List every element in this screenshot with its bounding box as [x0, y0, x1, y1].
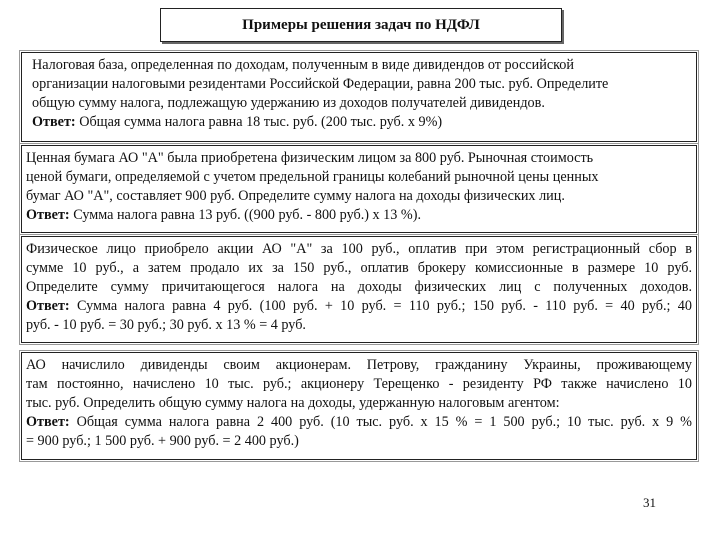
- answer-text: Общая сумма налога равна 18 тыс. руб. (200 тыс. руб. x 9%): [75, 114, 443, 130]
- task-text: ценой бумаги, определяемой с учетом предельной границы колебаний рыночной цены ценных: [26, 169, 599, 185]
- answer-label: Ответ:: [26, 414, 70, 430]
- answer-text: Сумма налога равна 13 руб. ((900 руб. - 800 руб.) x 13 %).: [69, 207, 421, 223]
- task-box-1: [21, 52, 697, 142]
- task-box-4: [21, 352, 697, 460]
- answer-text: = 900 руб.; 1 500 руб. + 900 руб. = 2 400 руб.): [26, 433, 299, 449]
- answer-text: Сумма налога равна 4 руб. (100 руб. + 10 руб. = 110 руб.; 150 руб. - 110 руб. = 40 руб.; 40: [69, 298, 692, 314]
- task-text: Определите сумму причитающегося налога на доходы физических лиц с полученных доходов.: [26, 279, 692, 295]
- answer-text: Общая сумма налога равна 2 400 руб. (10 тыс. руб. x 15 % = 1 500 руб.; 10 тыс. руб. x 9 %: [69, 414, 692, 430]
- task-text: сумме 10 руб., а затем продало их за 150 руб., оплатив брокеру комиссионные в размере 10 руб.: [26, 260, 692, 276]
- answer-text: руб. - 10 руб. = 30 руб.; 30 руб. x 13 % = 4 руб.: [26, 317, 306, 333]
- task-text: общую сумму налога, подлежащую удержанию из доходов получателей дивидендов.: [32, 95, 545, 111]
- task-text: Ценная бумага АО "А" была приобретена физическим лицом за 800 руб. Рыночная стоимость: [26, 150, 594, 166]
- task-text: там постоянно, начислено 10 тыс. руб.; акционеру Терещенко - резиденту РФ также начислено 10: [26, 376, 692, 392]
- answer-label: Ответ:: [26, 298, 70, 314]
- answer-label: Ответ:: [26, 207, 70, 223]
- page-number: 31: [643, 495, 656, 510]
- task-box-3: [21, 236, 697, 343]
- answer-label: Ответ:: [32, 114, 76, 130]
- task-text: тыс. руб. Определить общую сумму налога на доходы, удержанную налоговым агентом:: [26, 395, 560, 411]
- task-text: Налоговая база, определенная по доходам, полученным в виде дивидендов от российской: [32, 57, 574, 73]
- task-box-2: [21, 145, 697, 233]
- task-text: АО начислило дивиденды своим акционерам. Петрову, гражданину Украины, проживающему: [26, 357, 692, 373]
- task-text: организации налоговыми резидентами Российской Федерации, равна 200 тыс. руб. Определите: [32, 76, 609, 92]
- task-text: бумаг АО "А", составляет 900 руб. Определите сумму налога на доходы физических лиц.: [26, 188, 565, 204]
- task-text: Физическое лицо приобрело акции АО "А" за 100 руб., оплатив при этом регистрационный сбор в: [26, 241, 692, 257]
- page-title: Примеры решения задач по НДФЛ: [160, 8, 562, 42]
